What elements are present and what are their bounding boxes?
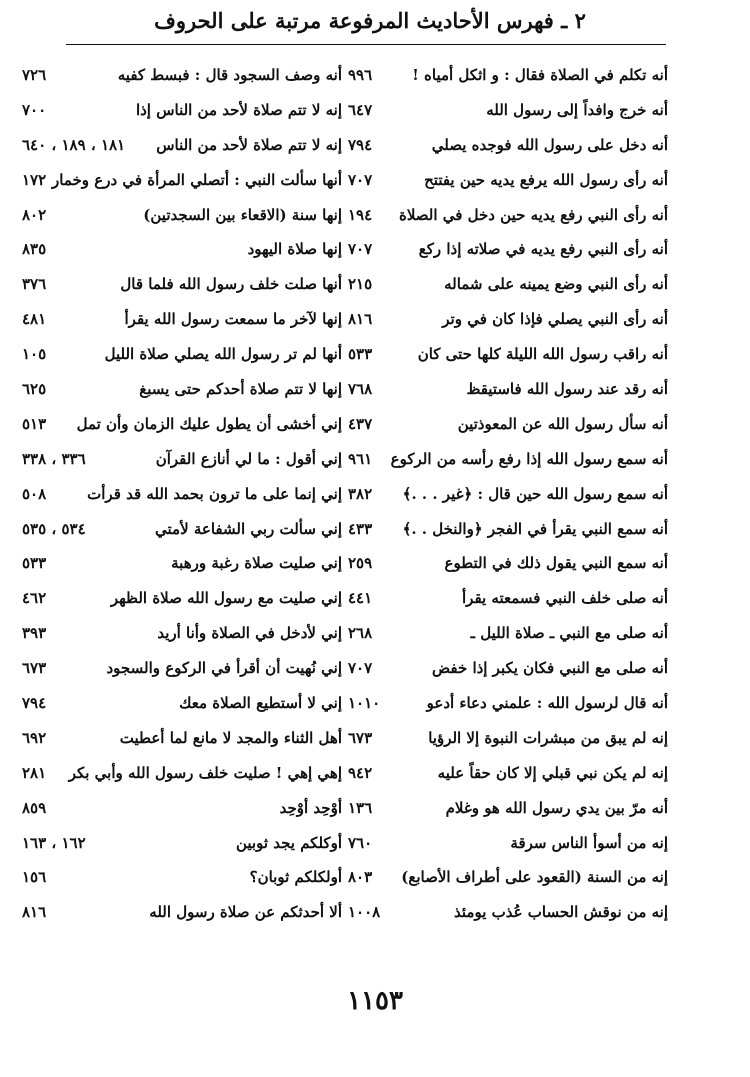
index-entry — [348, 828, 668, 863]
hadith-text: إنها سنة (الاقعاء بين السجدتين) — [143, 205, 342, 224]
index-entry — [348, 793, 668, 828]
index-entry — [22, 862, 342, 897]
hadith-page-ref: ٣٧٦ — [22, 275, 47, 294]
hadith-text: أولكلكم ثوبان؟ — [249, 868, 342, 887]
hadith-page-ref: ٦٧٣ — [348, 728, 373, 747]
index-entry — [348, 618, 668, 653]
hadith-page-ref: ٣٣٦ ، ٣٣٨ — [22, 449, 86, 468]
hadith-text: إنها لآخر ما سمعت رسول الله يقرأ — [124, 310, 342, 329]
hadith-page-ref: ٤٣٧ — [348, 414, 373, 433]
hadith-text: ألا أحدثكم عن صلاة رسول الله — [149, 903, 342, 922]
hadith-page-ref: ٦٤٧ — [348, 100, 373, 119]
hadith-page-ref: ٥٣٤ ، ٥٣٥ — [22, 519, 86, 538]
index-entry — [348, 95, 668, 130]
header-rule — [66, 44, 666, 45]
hadith-text: أنه صلى مع النبي ـ صلاة الليل ـ — [470, 624, 668, 643]
index-entry — [348, 897, 668, 932]
index-entry — [22, 514, 342, 549]
index-entry — [348, 234, 668, 269]
index-entry — [22, 60, 342, 95]
hadith-text: أنه تكلم في الصلاة فقال : و اثكل أمياه ! — [412, 66, 668, 84]
hadith-text: إنها لا تتم صلاة أحدكم حتى يسبغ — [139, 380, 342, 399]
hadith-text: إهي إهي ! صليت خلف رسول الله وأبي بكر — [68, 763, 342, 782]
index-entry — [348, 200, 668, 235]
index-entry — [348, 479, 668, 514]
hadith-page-ref: ١٥٦ — [22, 868, 47, 887]
hadith-page-ref: ٧٠٠ — [22, 100, 47, 119]
hadith-text: إني صليت صلاة رغبة ورهبة — [171, 554, 342, 573]
hadith-page-ref: ٨٠٣ — [348, 868, 373, 887]
hadith-text: إنه لم يبق من مبشرات النبوة إلا الرؤيا — [428, 728, 668, 747]
hadith-page-ref: ٧٢٦ — [22, 66, 47, 84]
hadith-text: أنه دخل على رسول الله فوجده يصلي — [431, 135, 668, 154]
index-entry — [22, 897, 342, 932]
hadith-page-ref: ٧٠٧ — [348, 170, 373, 189]
hadith-page-ref: ٩٤٢ — [348, 763, 373, 782]
hadith-text: أنه صلى مع النبي فكان يكبر إذا خفض — [431, 659, 668, 678]
hadith-page-ref: ٣٩٣ — [22, 624, 47, 643]
hadith-page-ref: ٥٣٣ — [348, 345, 373, 364]
hadith-page-ref: ٣٨٢ — [348, 484, 373, 503]
index-entry — [348, 374, 668, 409]
hadith-text: أنه سمع رسول الله حين قال : ﴿غير . . .﴾ — [402, 484, 668, 503]
hadith-text: أنه رقد عند رسول الله فاستيقظ — [466, 380, 668, 399]
index-entry — [22, 339, 342, 374]
index-entry — [22, 828, 342, 863]
index-entry — [22, 200, 342, 235]
index-entry — [348, 688, 668, 723]
index-entry — [348, 548, 668, 583]
hadith-page-ref: ٨٥٩ — [22, 798, 47, 817]
hadith-page-ref: ١٠١٠ — [348, 694, 381, 713]
hadith-text: إني إنما على ما ترون بحمد الله قد قرأت — [87, 484, 342, 503]
index-entry — [348, 758, 668, 793]
hadith-page-ref: ١٩٤ — [348, 205, 373, 224]
hadith-text: إنه لم يكن نبي قبلي إلا كان حقاً عليه — [437, 763, 668, 782]
hadith-page-ref: ٢٦٨ — [348, 624, 373, 643]
hadith-page-ref: ٢١٥ — [348, 275, 373, 294]
index-entry — [22, 479, 342, 514]
hadith-page-ref: ٢٥٩ — [348, 554, 373, 573]
hadith-text: إني أقول : ما لي أنازع القرآن — [155, 449, 342, 468]
hadith-page-ref: ٤٤١ — [348, 589, 373, 608]
hadith-page-ref: ٧٦٨ — [348, 380, 373, 399]
hadith-page-ref: ٧٩٤ — [22, 694, 47, 713]
index-entry — [22, 618, 342, 653]
hadith-text: أنه رأى النبي يصلي فإذا كان في وتر — [442, 310, 668, 329]
hadith-text: أنه وصف السجود قال : فبسط كفيه — [117, 66, 342, 84]
hadith-page-ref: ٧٩٤ — [348, 135, 373, 154]
hadith-text: أنه رأى رسول الله يرفع يديه حين يفتتح — [424, 170, 668, 189]
index-entry — [348, 130, 668, 165]
index-column-left — [22, 60, 342, 932]
hadith-text: إنه من أسوأ الناس سرقة — [510, 833, 668, 852]
index-entry — [348, 444, 668, 479]
index-entry — [348, 304, 668, 339]
index-entry — [22, 234, 342, 269]
index-entry — [22, 758, 342, 793]
hadith-page-ref: ٤٣٣ — [348, 519, 373, 538]
hadith-text: إنها صلاة اليهود — [247, 240, 342, 259]
index-entry — [348, 514, 668, 549]
hadith-page-ref: ٦٩٢ — [22, 728, 47, 747]
index-entry — [22, 688, 342, 723]
hadith-page-ref: ١٨١ ، ١٨٩ ، ٦٤٠ — [22, 135, 126, 154]
index-entry — [22, 793, 342, 828]
hadith-page-ref: ١٠٥ — [22, 345, 47, 364]
hadith-text: إني لا أستطيع الصلاة معك — [179, 694, 342, 713]
index-entry — [22, 95, 342, 130]
hadith-page-ref: ٧٦٠ — [348, 833, 373, 852]
hadith-text: أنه رأى النبي رفع يديه في صلاته إذا ركع — [418, 240, 668, 259]
hadith-text: أنه سمع رسول الله إذا رفع رأسه من الركوع — [390, 449, 668, 468]
index-entry — [348, 60, 668, 95]
hadith-page-ref: ٩٦١ — [348, 449, 373, 468]
index-entry — [22, 269, 342, 304]
hadith-page-ref: ٤٦٢ — [22, 589, 47, 608]
hadith-page-ref: ٧٠٧ — [348, 659, 373, 678]
index-entry — [348, 723, 668, 758]
index-entry — [22, 374, 342, 409]
hadith-page-ref: ٩٩٦ — [348, 66, 373, 84]
hadith-text: أوْحِد أوْحِد — [279, 798, 342, 817]
hadith-text: أنه رأى النبي وضع يمينه على شماله — [444, 275, 668, 294]
index-entry — [348, 165, 668, 200]
hadith-page-ref: ٥١٣ — [22, 414, 47, 433]
index-entry — [22, 444, 342, 479]
hadith-text: أنها سألت النبي : أتصلي المرأة في درع وخمار — [52, 170, 342, 189]
hadith-text: إني أخشى أن يطول عليك الزمان وأن تمل — [76, 414, 342, 433]
hadith-page-ref: ٦٢٥ — [22, 380, 47, 399]
hadith-text: إنه لا تتم صلاة لأحد من الناس — [156, 135, 342, 154]
hadith-text: أنه راقب رسول الله الليلة كلها حتى كان — [417, 345, 668, 364]
hadith-text: أنه رأى النبي رفع يديه حين دخل في الصلاة — [398, 205, 668, 224]
index-entry — [22, 130, 342, 165]
index-entry — [22, 409, 342, 444]
hadith-text: أنه سأل رسول الله عن المعوذتين — [457, 414, 668, 433]
index-entry — [22, 723, 342, 758]
page-number: ١١٥٣ — [347, 986, 403, 1016]
index-entry — [348, 339, 668, 374]
hadith-text: أنها صلت خلف رسول الله فلما قال — [120, 275, 342, 294]
hadith-text: أنه سمع النبي يقول ذلك في التطوع — [444, 554, 668, 573]
hadith-page-ref: ٥٣٣ — [22, 554, 47, 573]
hadith-text: أنه قال لرسول الله : علمني دعاء أدعو — [426, 694, 668, 713]
hadith-page-ref: ٤٨١ — [22, 310, 47, 329]
hadith-page-ref: ١٣٦ — [348, 798, 373, 817]
hadith-page-ref: ٦٧٣ — [22, 659, 47, 678]
hadith-page-ref: ١٧٢ — [22, 170, 47, 189]
index-entry — [348, 653, 668, 688]
hadith-page-ref: ٨١٦ — [348, 310, 373, 329]
hadith-text: أنه سمع النبي يقرأ في الفجر ﴿والنخل . .﴾ — [402, 519, 668, 538]
hadith-text: إني صليت مع رسول الله صلاة الظهر — [110, 589, 342, 608]
hadith-text: إني لأدخل في الصلاة وأنا أريد — [157, 624, 342, 643]
index-entry — [22, 653, 342, 688]
hadith-text: أهل الثناء والمجد لا مانع لما أعطيت — [119, 728, 342, 747]
index-entry — [348, 583, 668, 618]
hadith-page-ref: ٨١٦ — [22, 903, 47, 922]
hadith-page-ref: ٨٣٥ — [22, 240, 47, 259]
hadith-text: أنه صلى خلف النبي فسمعته يقرأ — [462, 589, 668, 608]
index-entry — [348, 409, 668, 444]
hadith-text: إني نُهيت أن أقرأ في الركوع والسجود — [106, 659, 342, 678]
hadith-page-ref: ٥٠٨ — [22, 484, 47, 503]
hadith-text: إنه لا تتم صلاة لأحد من الناس إذا — [135, 100, 342, 119]
hadith-page-ref: ١٠٠٨ — [348, 903, 381, 922]
index-entry — [22, 583, 342, 618]
hadith-text: أنها لم تر رسول الله يصلي صلاة الليل — [104, 345, 342, 364]
index-entry — [22, 548, 342, 583]
hadith-text: إني سألت ربي الشفاعة لأمتي — [155, 519, 342, 538]
hadith-page-ref: ٨٠٢ — [22, 205, 47, 224]
index-entry — [22, 165, 342, 200]
index-entry — [348, 269, 668, 304]
index-entry — [348, 862, 668, 897]
hadith-page-ref: ٧٠٧ — [348, 240, 373, 259]
hadith-text: أنه مرّ بين يدي رسول الله هو وغلام — [445, 798, 668, 817]
page-header-title: ٢ ـ فهرس الأحاديث المرفوعة مرتبة على الحروف — [154, 8, 586, 33]
hadith-page-ref: ٢٨١ — [22, 763, 47, 782]
index-column-right — [348, 60, 668, 932]
index-entry — [22, 304, 342, 339]
hadith-text: أوكلكم يجد ثوبين — [235, 833, 342, 852]
hadith-text: أنه خرج وافداً إلى رسول الله — [486, 100, 668, 119]
hadith-page-ref: ١٦٢ ، ١٦٣ — [22, 833, 86, 852]
hadith-text: إنه من السنة (القعود على أطراف الأصابع) — [401, 868, 668, 887]
hadith-text: إنه من نوقش الحساب عُذب يومئذ — [454, 903, 668, 922]
